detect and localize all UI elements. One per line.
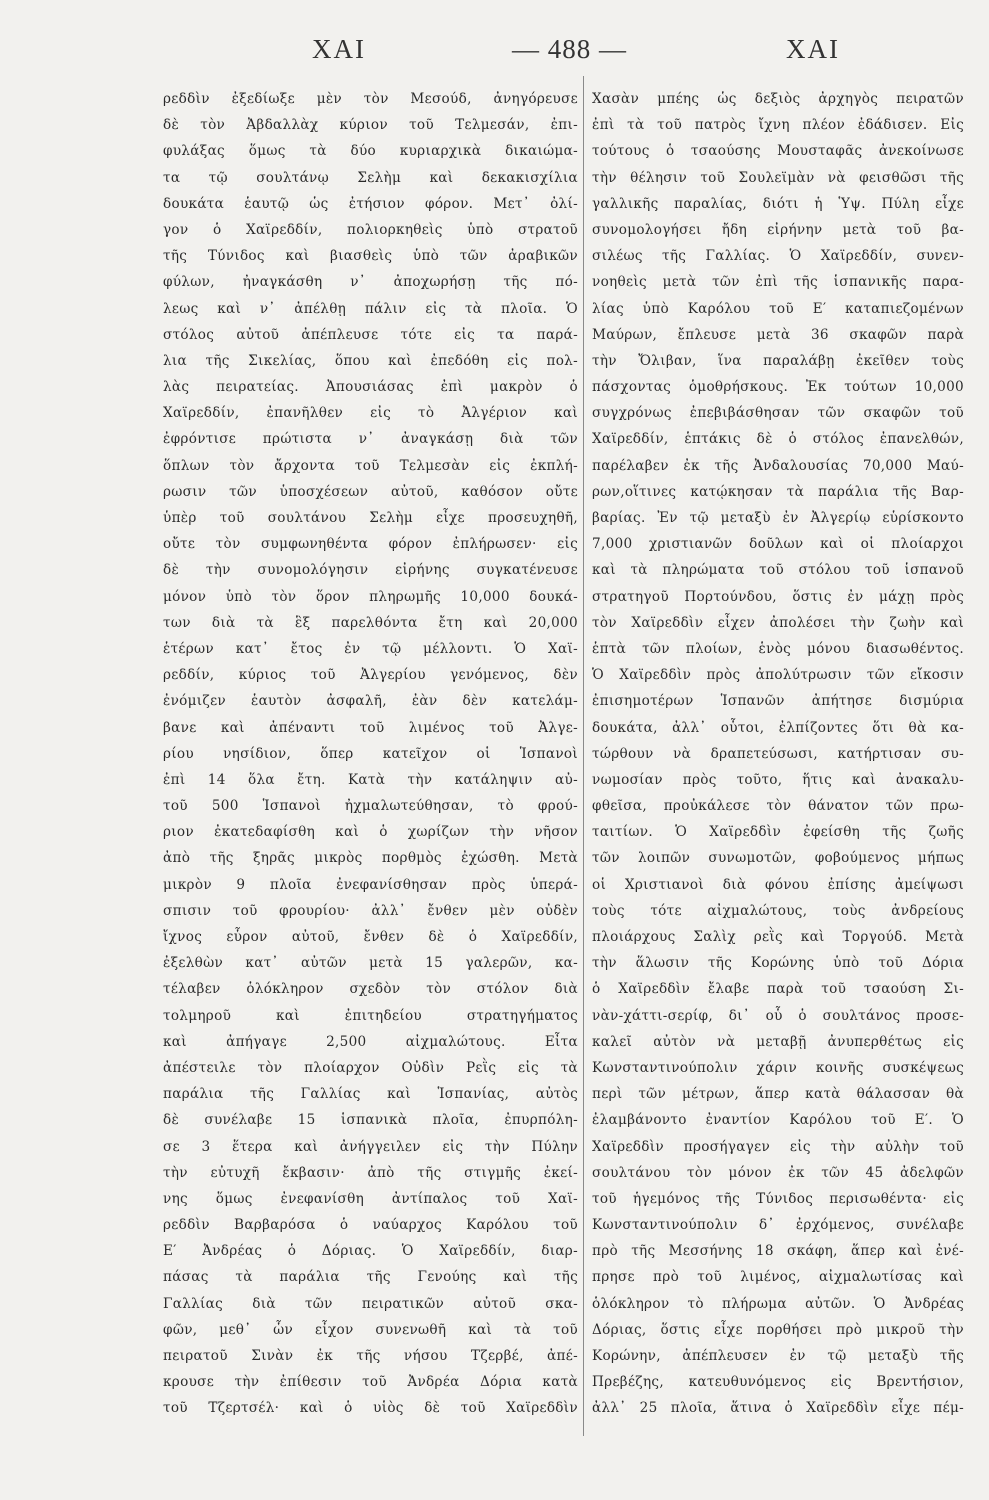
text-line: τῶν λοιπῶν συνωμοτῶν, φοβούμενος μήπως — [592, 850, 964, 867]
text-line: πρησε πρὸ τοῦ λιμένος, αἰχμαλωτίσας καὶ — [592, 1269, 964, 1286]
text-line: λίας ὑπὸ Καρόλου τοῦ Ε′ καταπιεζομένων — [592, 300, 964, 317]
text-line: ταιτίων. Ὁ Χαϊρεδδὶν ἐφείσθη τῆς ζωῆς — [592, 824, 964, 841]
text-line: ἐπὶ 14 ὅλα ἔτη. Κατὰ τὴν κατάληψιν αὐ- — [163, 771, 578, 788]
text-line: ἐπὶ τὰ τοῦ πατρὸς ἴχνη πλέον ἐδάδισεν. Εἰς — [592, 117, 964, 134]
text-line: ἐπισημοτέρων Ἱσπανῶν ἀπήτησε δισμύρια — [592, 693, 964, 710]
text-line: τὴν θέλησιν τοῦ Σουλεϊμὰν νὰ φεισθῶσι τῆς — [592, 169, 964, 186]
text-line: τὸν Χαϊρεδδὶν εἶχεν ἀπολέσει τὴν ζωὴν καὶ — [592, 614, 964, 631]
text-line: τοῦ Τζερτσέλ· καὶ ὁ υἱὸς δὲ τοῦ Χαϊρεδδὶν — [163, 1400, 578, 1417]
text-line: καλεῖ αὐτὸν νὰ μεταβῇ ἀνυπερθέτως εἰς — [592, 1033, 964, 1050]
text-line: ρεδδὶν ἐξεδίωξε μὲν τὸν Μεσούδ, ἀνηγόρευσε — [163, 91, 578, 107]
text-line: σε 3 ἕτερα καὶ ἀνήγγειλεν εἰς τὴν Πύλην — [163, 1138, 578, 1155]
text-line: στρατηγοῦ Πορτούνδου, ὅστις ἐν μάχῃ πρὸς — [592, 588, 964, 605]
text-line: τούτους ὁ τσαούσης Μουσταφᾶς ἀνεκοίνωσε — [592, 143, 964, 160]
text-line: ὁλόκληρον τὸ πλήρωμα αὐτῶν. Ὁ Ἀνδρέας — [592, 1295, 964, 1312]
text-line: λια τῆς Σικελίας, ὅπου καὶ ἐπεδόθη εἰς πολ- — [163, 352, 578, 369]
text-line: πρὸ τῆς Μεσσήνης 18 σκάφη, ἅπερ καὶ ἐνέ- — [592, 1243, 964, 1260]
text-line: πάσας τὰ παράλια τῆς Γενούης καὶ τῆς — [163, 1269, 578, 1286]
text-line: σπισιν τοῦ φρουρίου· ἀλλ᾽ ἔνθεν μὲν οὐδὲν — [163, 902, 578, 919]
text-line: δὲ τὴν συνομολόγησιν εἰρήνης συγκατένευσε — [163, 562, 578, 579]
text-line: Χαϊρεδδίν, ἐπανῆλθεν εἰς τὸ Ἀλγέριον καὶ — [163, 405, 578, 422]
text-line: ἀπέστειλε τὸν πλοίαρχον Οὐδὶν Ρεῒς εἰς τὰ — [163, 1059, 578, 1076]
text-line: ρων,οἵτινες κατῴκησαν τὰ παράλια τῆς Βαρ- — [592, 483, 964, 500]
text-line: παρέλαβεν ἐκ τῆς Ἀνδαλουσίας 70,000 Μαύ- — [592, 457, 964, 474]
column-divider — [583, 76, 584, 1436]
text-line: δουκάτα ἑαυτῷ ὡς ἐτήσιον φόρον. Μετ᾽ ὀλί- — [163, 195, 578, 212]
text-line: ρίου νησίδιον, ὅπερ κατεῖχον οἱ Ἱσπανοὶ — [163, 745, 578, 762]
text-line: φῶν, μεθ᾽ ὧν εἶχον συνενωθῆ καὶ τὰ τοῦ — [163, 1321, 578, 1338]
text-line: σιλέως τῆς Γαλλίας. Ὁ Χαϊρεδδίν, συνεν- — [592, 248, 964, 265]
text-line: Κωνσταντινούπολιν χάριν κοινῆς συσκέψεως — [592, 1059, 964, 1076]
text-line: ὅπλων τὸν ἄρχοντα τοῦ Τελμεσὰν εἰς ἐκπλή- — [163, 457, 578, 474]
text-line: νοηθεὶς μετὰ τῶν ἐπὶ τῆς ἱσπανικῆς παρα- — [592, 274, 964, 291]
text-line: ἐλαμβάνοντο ἐναντίον Καρόλου τοῦ Ε′. Ὁ — [592, 1112, 964, 1129]
text-line: τὴν εὐτυχῆ ἔκβασιν· ἀπὸ τῆς στιγμῆς ἐκεί- — [163, 1164, 578, 1181]
text-line: ρεδδὶν Βαρβαρόσα ὁ ναύαρχος Καρόλου τοῦ — [163, 1217, 578, 1234]
text-line: Χαϊρεδδὶν προσήγαγεν εἰς τὴν αὐλὴν τοῦ — [592, 1138, 964, 1155]
text-line: τὴν ἅλωσιν τῆς Κορώνης ὑπὸ τοῦ Δόρια — [592, 955, 964, 972]
text-line: φύλων, ἠναγκάσθη ν᾽ ἀποχωρήσῃ τῆς πό- — [163, 274, 578, 291]
running-header — [0, 28, 989, 68]
text-line: συγχρόνως ἐπεβιβάσθησαν τῶν σκαφῶν τοῦ — [592, 405, 964, 422]
text-line: βανε καὶ ἀπέναντι τοῦ λιμένος τοῦ Ἀλγε- — [163, 719, 578, 736]
text-line: τῆς Τύνιδος καὶ βιασθεὶς ὑπὸ τῶν ἀραβικῶν — [163, 248, 578, 265]
text-line: ἀπὸ τῆς ξηρᾶς μικρὸς πορθμὸς ἐχώσθη. Μετὰ — [163, 850, 578, 867]
text-line: τὴν Ὄλιβαν, ἵνα παραλάβῃ ἐκεῖθεν τοὺς — [592, 352, 964, 369]
text-line: σουλτάνου τὸν μόνον ἐκ τῶν 45 ἀδελφῶν — [592, 1164, 964, 1181]
text-line: λεως καὶ ν᾽ ἀπέλθῃ πάλιν εἰς τὰ πλοῖα. Ὁ — [163, 300, 578, 317]
text-line: νης ὅμως ἐνεφανίσθη ἀντίπαλος τοῦ Χαϊ- — [163, 1190, 578, 1207]
text-line: πάσχοντας ὁμοθρήσκους. Ἐκ τούτων 10,000 — [592, 379, 964, 396]
text-line: μόνον ὑπὸ τὸν ὅρον πληρωμῆς 10,000 δουκά- — [163, 588, 578, 605]
text-line: φυλάξας ὅμως τὰ δύο κυριαρχικὰ δικαιώμα- — [163, 143, 578, 160]
right-text-column — [592, 86, 964, 1422]
text-line: τώρθουν νὰ δραπετεύσωσι, κατήρτισαν συ- — [592, 745, 964, 762]
text-line: ὁ Χαϊρεδδὶν ἔλαβε παρὰ τοῦ τσαούση Σι- — [592, 981, 964, 998]
text-line: Χαϊρεδδίν, ἑπτάκις δὲ ὁ στόλος ἐπανελθών, — [592, 431, 964, 448]
text-line: καὶ ἀπήγαγε 2,500 αἰχμαλώτους. Εἶτα — [163, 1033, 578, 1050]
text-line: τα τῷ σουλτάνῳ Σελὴμ καὶ δεκακισχίλια — [163, 169, 578, 186]
text-line: δὲ τὸν Ἀβδαλλὰχ κύριον τοῦ Τελμεσάν, ἐπι- — [163, 117, 578, 134]
text-line: ρωσιν τῶν ὑποσχέσεων αὐτοῦ, καθόσον οὔτε — [163, 483, 578, 500]
text-line: 7,000 χριστιανῶν δοῦλων καὶ οἱ πλοίαρχοι — [592, 536, 964, 553]
text-line: Χασὰν μπέης ὡς δεξιὸς ἀρχηγὸς πειρατῶν — [592, 91, 964, 107]
text-line: καὶ τὰ πληρώματα τοῦ στόλου τοῦ ἱσπανοῦ — [592, 562, 964, 579]
text-line: πλοιάρχους Σαλὶχ ρεῒς καὶ Τοργούδ. Μετὰ — [592, 929, 964, 945]
text-line: κρουσε τὴν ἐπίθεσιν τοῦ Ἀνδρέα Δόρια κατὰ — [163, 1374, 578, 1391]
text-line: πειρατοῦ Σινὰν ἐκ τῆς νήσου Τζερβέ, ἀπέ- — [163, 1348, 578, 1364]
text-line: στόλος αὐτοῦ ἀπέπλευσε τότε εἰς τα παρά- — [163, 326, 578, 343]
text-line: ἐξελθὼν κατ᾽ αὐτῶν μετὰ 15 γαλερῶν, κα- — [163, 955, 578, 972]
text-line: δὲ συνέλαβε 15 ἱσπανικὰ πλοῖα, ἐπυρπόλη- — [163, 1112, 578, 1129]
page-number: — 488 — — [512, 34, 627, 64]
text-line: ἑπτὰ τῶν πλοίων, ἑνὸς μόνου διασωθέντος. — [592, 640, 964, 657]
text-line: ὑπὲρ τοῦ σουλτάνου Σελὴμ εἶχε προσευχηθῆ, — [163, 510, 578, 526]
text-line: οἱ Χριστιανοὶ διὰ φόνου ἐπίσης ἀμείψωσι — [592, 876, 964, 893]
header-left-keyword: XAI — [312, 34, 366, 64]
text-line: τολμηροῦ καὶ ἐπιτηδείου στρατηγήματος — [163, 1007, 578, 1024]
text-line: ἐφρόντισε πρώτιστα ν᾽ ἀναγκάσῃ διὰ τῶν — [163, 431, 578, 448]
text-line: νὰν-χάττι-σερίφ, δι᾽ οὗ ὁ σουλτάνος προσε- — [592, 1007, 964, 1024]
text-line: λὰς πειρατείας. Ἀπουσιάσας ἐπὶ μακρὸν ὁ — [163, 379, 578, 396]
text-line: φθεῖσα, προὐκάλεσε τὸν θάνατον τῶν πρω- — [592, 798, 964, 815]
text-line: τοῦ ἡγεμόνος τῆς Τύνιδος περισωθέντα· εἰς — [592, 1190, 964, 1207]
text-line: γον ὁ Χαϊρεδδίν, πολιορκηθεὶς ὑπὸ στρατοῦ — [163, 221, 578, 238]
text-line: γαλλικῆς παραλίας, διότι ἡ Ὑψ. Πύλη εἶχε — [592, 195, 964, 212]
text-line: Κορώνην, ἀπέπλευσεν ἐν τῷ μεταξὺ τῆς — [592, 1348, 964, 1364]
text-line: ἴχνος εὗρον αὐτοῦ, ἔνθεν δὲ ὁ Χαϊρεδδίν, — [163, 929, 578, 945]
text-line: παράλια τῆς Γαλλίας καὶ Ἱσπανίας, αὐτὸς — [163, 1086, 578, 1103]
text-line: δουκάτα, ἀλλ᾽ οὗτοι, ἐλπίζοντες ὅτι θὰ κα- — [592, 719, 964, 736]
text-line: των διὰ τὰ ἓξ παρελθόντα ἔτη καὶ 20,000 — [163, 614, 578, 631]
text-line: Πρεβέζης, κατευθυνόμενος εἰς Βρεντήσιον, — [592, 1374, 964, 1391]
text-line: νωμοσίαν πρὸς τοῦτο, ἥτις καὶ ἀνακαλυ- — [592, 771, 964, 788]
text-line: οὔτε τὸν συμφωνηθέντα φόρον ἐπλήρωσεν· εἰς — [163, 536, 578, 553]
text-line: Κωνσταντινούπολιν δ᾽ ἐρχόμενος, συνέλαβε — [592, 1217, 964, 1234]
left-text-column — [163, 86, 578, 1422]
text-line: ριον ἐκατεδαφίσθη καὶ ὁ χωρίζων τὴν νῆσον — [163, 824, 578, 841]
text-line: Ε′ Ἀνδρέας ὁ Δόριας. Ὁ Χαϊρεδδίν, διαρ- — [163, 1243, 578, 1260]
text-line: ἀλλ᾽ 25 πλοῖα, ἅτινα ὁ Χαϊρεδδὶν εἶχε πέμ- — [592, 1400, 964, 1417]
text-line: βαρίας. Ἐν τῷ μεταξὺ ἐν Ἀλγερίῳ εὑρίσκοντο — [592, 510, 964, 526]
text-line: Ὁ Χαϊρεδδὶν πρὸς ἀπολύτρωσιν τῶν εἴκοσιν — [592, 667, 964, 684]
text-line: Γαλλίας διὰ τῶν πειρατικῶν αὐτοῦ σκα- — [163, 1295, 578, 1312]
text-line: συνομολογήσει ἤδη εἰρήνην μετὰ τοῦ βα- — [592, 221, 964, 238]
text-line: ἐνόμιζεν ἑαυτὸν ἀσφαλῆ, ἐὰν δὲν κατελάμ- — [163, 693, 578, 710]
text-line: Δόριας, ὅστις εἶχε πορθήσει πρὸ μικροῦ τὴν — [592, 1321, 964, 1338]
text-line: τοὺς τότε αἰχμαλώτους, τοὺς ἀνδρείους — [592, 902, 964, 919]
text-line: τέλαβεν ὁλόκληρον σχεδὸν τὸν στόλον διὰ — [163, 981, 578, 998]
header-right-keyword: XAI — [786, 34, 840, 64]
text-line: Μαύρων, ἔπλευσε μετὰ 36 σκαφῶν παρὰ — [592, 326, 964, 343]
text-line: περὶ τῶν μέτρων, ἅπερ κατὰ θάλασσαν θὰ — [592, 1086, 964, 1103]
text-line: τοῦ 500 Ἱσπανοὶ ἠχμαλωτεύθησαν, τὸ φρού- — [163, 798, 578, 815]
text-line: ρεδδίν, κύριος τοῦ Ἀλγερίου γενόμενος, δὲν — [163, 667, 578, 684]
text-line: μικρὸν 9 πλοῖα ἐνεφανίσθησαν πρὸς ὑπερά- — [163, 876, 578, 893]
text-line: ἑτέρων κατ᾽ ἔτος ἐν τῷ μέλλοντι. Ὁ Χαϊ- — [163, 640, 578, 657]
